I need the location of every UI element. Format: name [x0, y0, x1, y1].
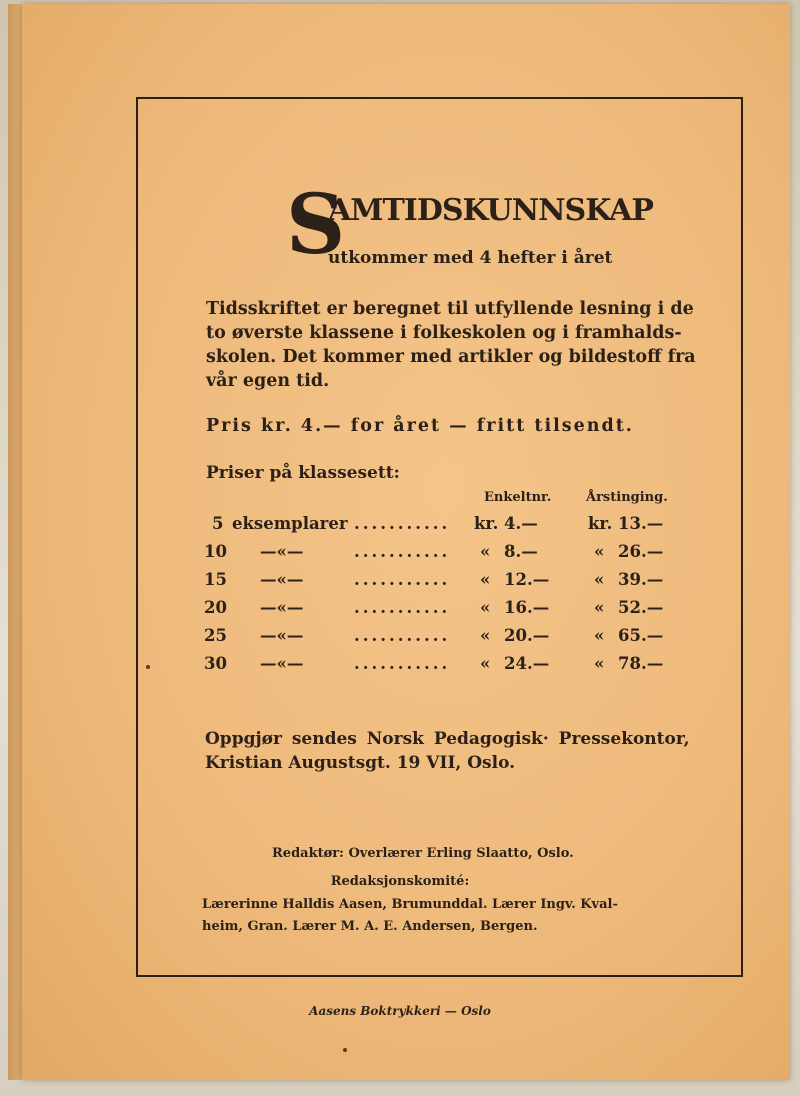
annual-price: Pris kr. 4.— for året — fritt tilsendt.: [206, 416, 634, 436]
description-line: skolen. Det kommer med artikler og bildestoff fra: [206, 347, 696, 367]
price-single: 8.—: [504, 542, 538, 561]
quantity: 30: [204, 654, 227, 673]
currency-single: «: [480, 654, 491, 673]
leader-dots: ...........: [354, 570, 451, 589]
speck: [146, 665, 150, 669]
currency-annual: «: [594, 654, 605, 673]
price-annual: 65.—: [618, 626, 664, 645]
currency-annual: «: [594, 570, 605, 589]
currency-annual: «: [594, 598, 605, 617]
column-header-annual: Årstinging.: [586, 490, 668, 505]
currency-single: kr.: [474, 514, 499, 533]
price-single: 20.—: [504, 626, 550, 645]
committee-line: heim, Gran. Lærer M. A. E. Andersen, Bergen.: [202, 919, 538, 934]
price-single: 4.—: [504, 514, 538, 533]
price-annual: 52.—: [618, 598, 664, 617]
price-annual: 26.—: [618, 542, 664, 561]
price-row: [204, 626, 674, 652]
payment-line: Kristian Augustsgt. 19 VII, Oslo.: [205, 753, 516, 773]
unit-label: eksemplarer: [232, 514, 348, 533]
leader-dots: ...........: [354, 598, 451, 617]
leader-dots: ...........: [354, 542, 451, 561]
price-single: 24.—: [504, 654, 550, 673]
unit-label: —«—: [260, 654, 304, 673]
price-row: [204, 654, 674, 680]
description-line: vår egen tid.: [206, 371, 330, 391]
committee-line: Lærerinne Halldis Aasen, Brumunddal. Lærer Ingv. Kval-: [202, 897, 618, 912]
currency-single: «: [480, 570, 491, 589]
committee-heading: Redaksjonskomité:: [330, 874, 470, 889]
quantity: 5: [212, 514, 224, 533]
currency-annual: «: [594, 626, 605, 645]
class-sets-heading: Priser på klassesett:: [206, 463, 400, 483]
price-annual: 78.—: [618, 654, 664, 673]
price-annual: 39.—: [618, 570, 664, 589]
editor-line: Redaktør: Overlærer Erling Slaatto, Oslo.: [272, 846, 574, 861]
price-annual: 13.—: [618, 514, 664, 533]
currency-single: «: [480, 626, 491, 645]
leader-dots: ...........: [354, 626, 451, 645]
leader-dots: ...........: [354, 514, 451, 533]
payment-line: Oppgjør sendes Norsk Pedagogisk· Pressekontor,: [205, 729, 690, 749]
price-row: [204, 514, 674, 540]
currency-single: «: [480, 542, 491, 561]
committee-members: [202, 894, 662, 938]
quantity: 10: [204, 542, 227, 561]
title-initial: S: [286, 177, 346, 273]
masthead: [286, 177, 653, 280]
currency-single: «: [480, 598, 491, 617]
unit-label: —«—: [260, 570, 304, 589]
unit-label: —«—: [260, 542, 304, 561]
description-line: to øverste klassene i folkeskolen og i framhalds-: [206, 323, 682, 343]
printer-imprint: Aasens Boktrykkeri — Oslo: [309, 1004, 491, 1018]
currency-annual: «: [594, 542, 605, 561]
payment-info: [205, 727, 690, 775]
price-row: [204, 542, 674, 568]
quantity: 25: [204, 626, 227, 645]
unit-label: —«—: [260, 626, 304, 645]
speck: [343, 1048, 347, 1052]
price-row: [204, 570, 674, 596]
quantity: 20: [204, 598, 227, 617]
leader-dots: ...........: [354, 654, 451, 673]
quantity: 15: [204, 570, 227, 589]
unit-label: —«—: [260, 598, 304, 617]
price-single: 12.—: [504, 570, 550, 589]
description-paragraph: [206, 297, 696, 393]
currency-annual: kr.: [588, 514, 613, 533]
price-row: [204, 598, 674, 624]
title-subtitle: utkommer med 4 hefter i året: [328, 248, 613, 268]
price-single: 16.—: [504, 598, 550, 617]
column-header-single: Enkeltnr.: [484, 490, 552, 505]
description-line: Tidsskriftet er beregnet til utfyllende lesning i de: [206, 299, 694, 319]
title-text: AMTIDSKUNNSKAP: [328, 193, 653, 228]
